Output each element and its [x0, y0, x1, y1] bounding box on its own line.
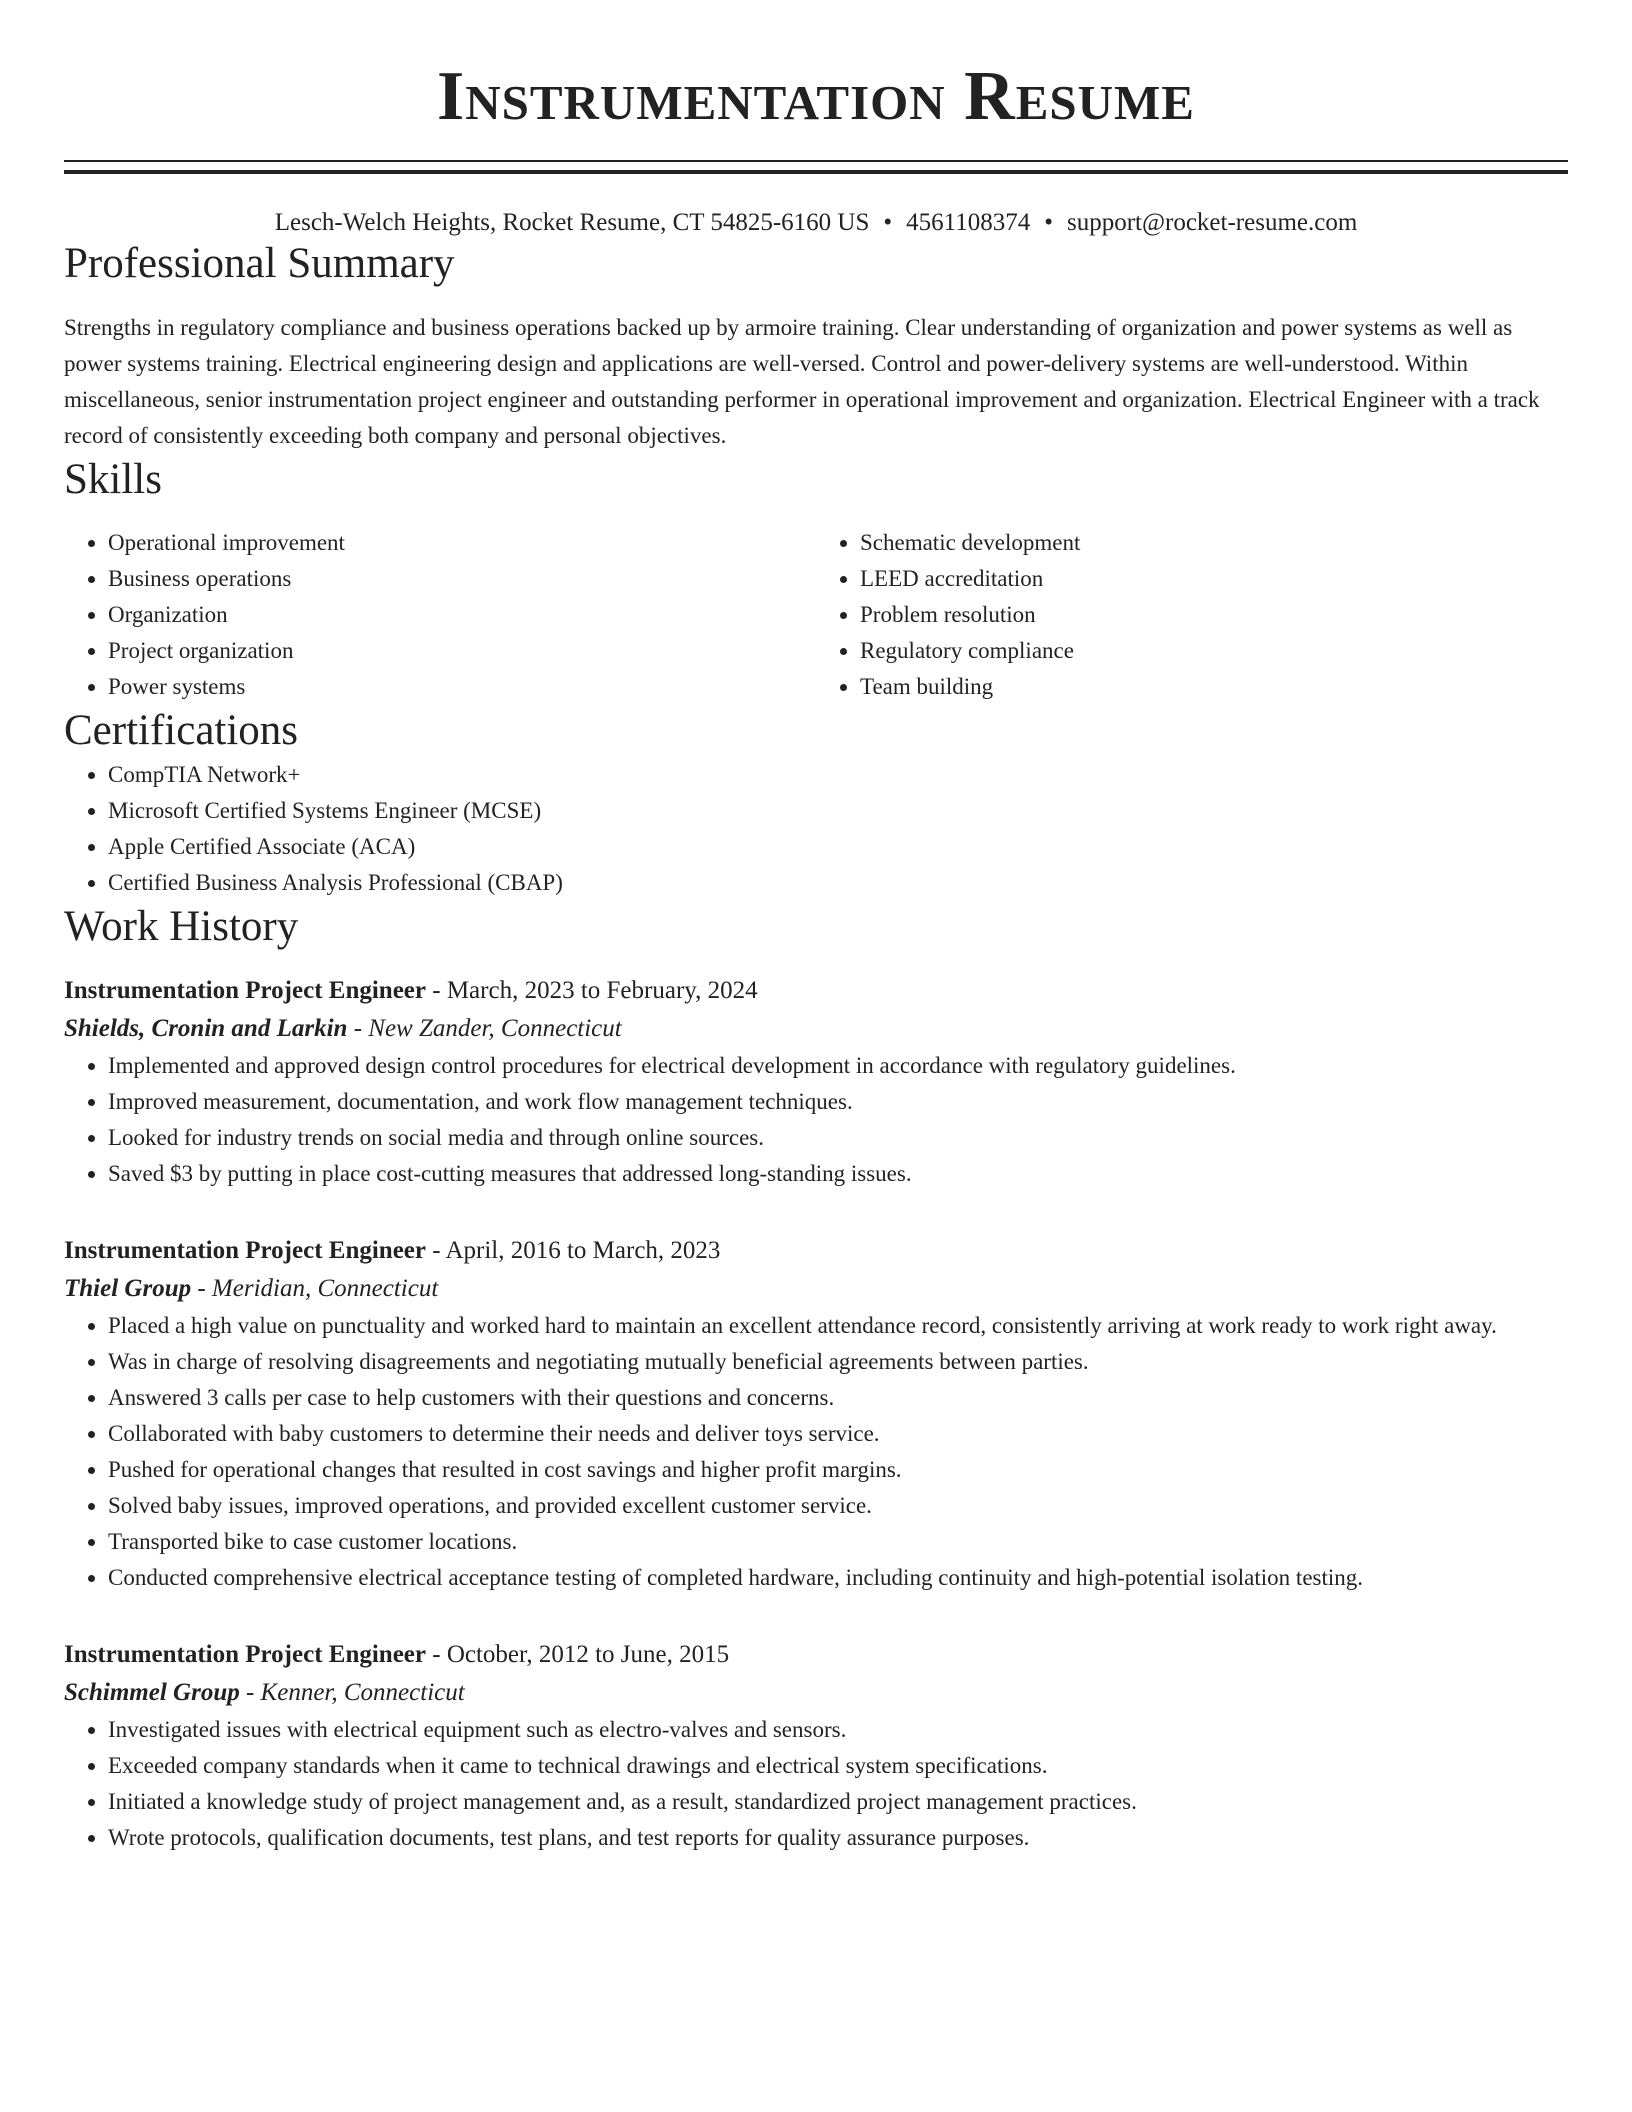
work-history-heading: Work History [64, 902, 299, 950]
job-dates: - April, 2016 to March, 2023 [426, 1237, 721, 1265]
job-role: Instrumentation Project Engineer [64, 1641, 426, 1669]
job-bullet: • Investigated issues with electrical equipment such as electro-valves and sensors. [108, 1712, 1568, 1748]
skill-item: • Problem resolution [860, 597, 1568, 633]
certifications-list [64, 757, 1568, 901]
contact-address: Lesch-Welch Heights, Rocket Resume, CT 54825-6160 US [274, 209, 870, 236]
job-location: - Kenner, Connecticut [239, 1679, 465, 1707]
job-company-line [64, 1010, 1568, 1048]
skill-item: • Project organization [108, 633, 816, 669]
skills-list-left [64, 525, 816, 705]
skills-heading: Skills [64, 455, 162, 503]
job-bullet: • Saved $3 by putting in place cost-cutting measures that addressed long-standing issues. [108, 1156, 1568, 1192]
job-company-line [64, 1674, 1568, 1712]
job-bullet: • Improved measurement, documentation, and work flow management techniques. [108, 1084, 1568, 1120]
job-location: - New Zander, Connecticut [347, 1015, 622, 1043]
job-bullet: • Exceeded company standards when it came to technical drawings and electrical system specifications. [108, 1748, 1568, 1784]
resume-title: Instrumentation Resume [436, 58, 1195, 135]
contact-line [64, 208, 1568, 238]
job-title-line [64, 1232, 1568, 1270]
job-bullet: • Collaborated with baby customers to determine their needs and deliver toys service. [108, 1416, 1568, 1452]
job-bullet: • Placed a high value on punctuality and worked hard to maintain an excellent attendance record, consistently arriving at work ready to work right away. [108, 1308, 1568, 1344]
job-role: Instrumentation Project Engineer [64, 977, 426, 1005]
job-bullets [64, 1712, 1568, 1856]
skill-item: • Team building [860, 669, 1568, 705]
job-bullets [64, 1308, 1568, 1596]
job-bullet: • Wrote protocols, qualification documents, test plans, and test reports for quality assurance purposes. [108, 1820, 1568, 1856]
job-company: Thiel Group [64, 1275, 192, 1303]
job-entry [64, 1232, 1568, 1596]
job-entry [64, 972, 1568, 1192]
job-bullet: • Transported bike to case customer locations. [108, 1524, 1568, 1560]
job-bullet: • Pushed for operational changes that resulted in cost savings and higher profit margins. [108, 1452, 1568, 1488]
skill-item: • Regulatory compliance [860, 633, 1568, 669]
skills-column-right [816, 525, 1568, 705]
job-location: - Meridian, Connecticut [191, 1275, 439, 1303]
job-company-line [64, 1270, 1568, 1308]
job-dates: - March, 2023 to February, 2024 [426, 977, 758, 1005]
certification-item: • Certified Business Analysis Professional (CBAP) [108, 865, 1568, 901]
job-title-line [64, 972, 1568, 1010]
job-bullet: • Initiated a knowledge study of project management and, as a result, standardized project management practices. [108, 1784, 1568, 1820]
certifications-heading: Certifications [64, 707, 299, 755]
certification-item: • Apple Certified Associate (ACA) [108, 829, 1568, 865]
skill-item: • Organization [108, 597, 816, 633]
job-dates: - October, 2012 to June, 2015 [426, 1641, 730, 1669]
job-bullet: • Was in charge of resolving disagreements and negotiating mutually beneficial agreements between parties. [108, 1344, 1568, 1380]
certification-item: • CompTIA Network+ [108, 757, 1568, 793]
job-bullet: • Implemented and approved design control procedures for electrical development in accordance with regulatory guidelines. [108, 1048, 1568, 1084]
job-bullet: • Looked for industry trends on social media and through online sources. [108, 1120, 1568, 1156]
job-company: Shields, Cronin and Larkin [64, 1015, 348, 1043]
skills-grid [64, 525, 1568, 705]
contact-email: support@rocket-resume.com [1066, 209, 1358, 236]
job-bullet: • Conducted comprehensive electrical acceptance testing of completed hardware, including continuity and high-potential isolation testing. [108, 1560, 1568, 1596]
skill-item: • Operational improvement [108, 525, 816, 561]
contact-phone: 4561108374 [906, 209, 1031, 236]
job-bullets [64, 1048, 1568, 1192]
job-bullet: • Answered 3 calls per case to help customers with their questions and concerns. [108, 1380, 1568, 1416]
contact-separator: • [1044, 209, 1053, 236]
skill-item: • LEED accreditation [860, 561, 1568, 597]
job-company: Schimmel Group [64, 1679, 240, 1707]
summary-heading: Professional Summary [64, 240, 455, 287]
skills-list-right [816, 525, 1568, 705]
job-bullet: • Solved baby issues, improved operations, and provided excellent customer service. [108, 1488, 1568, 1524]
title-double-rule [64, 160, 1568, 174]
job-role: Instrumentation Project Engineer [64, 1237, 426, 1265]
skill-item: • Business operations [108, 561, 816, 597]
job-entry [64, 1636, 1568, 1856]
contact-separator: • [883, 209, 893, 236]
skill-item: • Power systems [108, 669, 816, 705]
skill-item: • Schematic development [860, 525, 1568, 561]
job-title-line [64, 1636, 1568, 1674]
skills-column-left [64, 525, 816, 705]
summary-text: Strengths in regulatory compliance and business operations backed up by armoire training. Clear understanding of organization and power systems as well as power systems training. Electrical engineering design and applications are well-versed. Control and power-delivery systems are well-understood. Within miscellaneous, senior instrumentation project engineer and outstanding performer in operational improvement and organization. Electrical Engineer with a track record of consistently exceeding both company and personal objectives. [64, 314, 1540, 448]
certification-item: • Microsoft Certified Systems Engineer (MCSE) [108, 793, 1568, 829]
